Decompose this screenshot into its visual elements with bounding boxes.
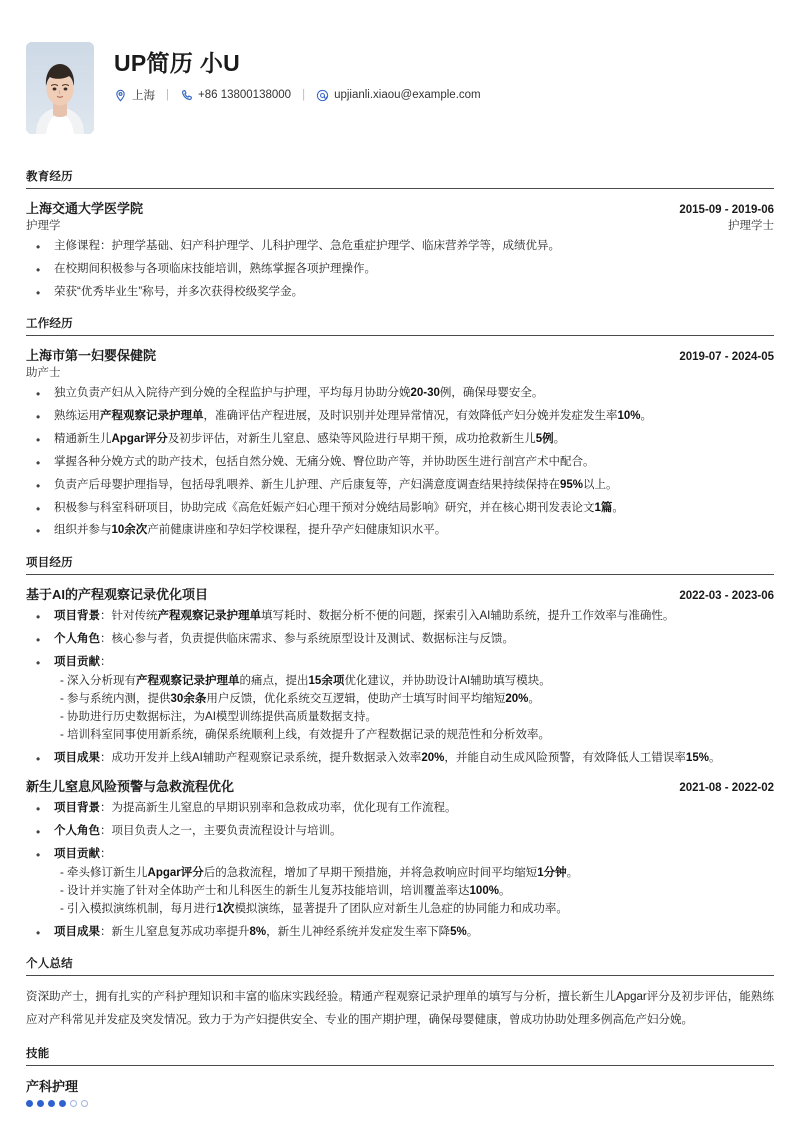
skill-level-dots — [26, 1100, 774, 1107]
contact-list — [114, 87, 481, 103]
skill-dot — [70, 1100, 77, 1107]
section-title-summary: 个人总结 — [26, 958, 73, 971]
list-item: • 掌握各种分娩方式的助产技术，包括自然分娩、无痛分娩、臀位助产等，并协助医生进行剖宫产术中配合。 — [26, 454, 774, 472]
work-entry — [26, 345, 774, 540]
location-pin-icon — [114, 89, 127, 102]
work-role: 助产士 — [26, 367, 61, 380]
avatar — [26, 42, 94, 134]
list-item: • 项目成果：新生儿窒息复苏成功率提升8%，新生儿神经系统并发症发生率下降5%。 — [26, 924, 774, 942]
list-item: • 项目背景：为提高新生儿窒息的早期识别率和急救成功率，优化现有工作流程。 — [26, 800, 774, 818]
project-name: 新生儿窒息风险预警与急救流程优化 — [26, 779, 235, 795]
list-item: • 项目贡献： - 深入分析现有产程观察记录护理单的痛点，提出15余项优化建议，并协助设计AI辅助填写模块。 - 参与系统内测，提供30余条用户反馈，优化系统交互逻辑，使助产士填写时间平均缩短20%。 - 协助进行历史数据标注，为AI模型训练提供高质量数据支持。 - 培训科室同事使用新系统，确保系统顺利上线，有效提升了产程数据记录的规范性和分析效率。 — [26, 654, 774, 745]
contact-location-text: 上海 — [132, 90, 155, 103]
list-item: • 项目背景：针对传统产程观察记录护理单填写耗时、数据分析不便的问题，探索引入AI辅助系统，提升工作效率与准确性。 — [26, 608, 774, 626]
list-item: • 熟练运用产程观察记录护理单，准确评估产程进展，及时识别并处理异常情况，有效降低产妇分娩并发症发生率10%。 — [26, 408, 774, 426]
contact-email-text: upjianli.xiaou@example.com — [334, 89, 481, 102]
contact-separator-1: | — [166, 89, 169, 102]
list-item: • 个人角色：项目负责人之一，主要负责流程设计与培训。 — [26, 823, 774, 841]
contact-email — [316, 89, 481, 102]
list-item: • 项目贡献： - 牵头修订新生儿Apgar评分后的急救流程，增加了早期干预措施，并将急救响应时间平均缩短1分钟。 - 设计并实施了针对全体助产士和儿科医生的新生儿复苏技能培训，培训覆盖率达100%。 - 引入模拟演练机制，每月进行1次模拟演练，显著提升了团队应对新生儿急症的协同能力和成功率。 — [26, 846, 774, 919]
education-major: 护理学 — [26, 220, 61, 232]
project-entry — [26, 776, 774, 941]
section-title-education: 教育经历 — [26, 171, 73, 183]
list-item: • 个人角色：核心参与者，负责提供临床需求、参与系统原型设计及测试、数据标注与反馈。 — [26, 631, 774, 649]
skill-dot — [59, 1100, 66, 1107]
portrait-photo-icon — [26, 42, 94, 134]
work-company: 上海市第一妇婴保健院 — [26, 348, 157, 364]
section-divider — [26, 335, 774, 336]
contact-location — [114, 87, 155, 103]
work-date: 2019-07 - 2024-05 — [679, 351, 774, 364]
contact-phone — [180, 89, 291, 102]
work-bullet-list — [26, 385, 774, 540]
contact-separator-2: | — [302, 89, 306, 102]
section-skills — [26, 1045, 774, 1107]
section-divider — [26, 1065, 774, 1066]
education-school: 上海交通大学医学院 — [26, 201, 144, 216]
skill-name: 产科护理 — [26, 1079, 79, 1095]
section-title-work: 工作经历 — [26, 318, 73, 331]
section-summary — [26, 955, 774, 1031]
skill-dot — [81, 1100, 88, 1107]
section-education — [26, 168, 774, 301]
list-item: • 负责产后母婴护理指导，包括母乳喂养、新生儿护理、产后康复等，产妇满意度调查结果持续保持在95%以上。 — [26, 477, 774, 495]
contact-phone-text: +86 13800138000 — [198, 89, 292, 102]
email-at-icon — [316, 89, 329, 102]
education-bullet-list — [26, 238, 774, 301]
header-text — [114, 42, 481, 103]
education-entry — [26, 198, 774, 301]
skill-dot — [48, 1100, 55, 1107]
project-item-list — [26, 800, 774, 941]
skill-dot — [26, 1100, 33, 1107]
project-date: 2022-03 - 2023-06 — [679, 590, 774, 603]
section-divider — [26, 975, 774, 976]
project-entry — [26, 584, 774, 767]
list-item: • 主修课程：护理学基础、妇产科护理学、儿科护理学、急危重症护理学、临床营养学等，成绩优异。 — [26, 238, 774, 256]
summary-text: 资深助产士，拥有扎实的产科护理知识和丰富的临床实践经验。精通产程观察记录护理单的填写与分析，擅长新生儿Apgar评分及初步评估，能熟练应对产科常见并发症及突发情况。致力于为产妇提供安全、专业的围产期护理，确保母婴健康，曾成功协助处理多例高危产妇分娩。 — [26, 991, 774, 1026]
resume-header — [26, 0, 774, 154]
list-item: • 荣获“优秀毕业生”称号，并多次获得校级奖学金。 — [26, 284, 774, 302]
section-divider — [26, 574, 774, 575]
skill-dot — [37, 1100, 44, 1107]
project-name: 基于AI的产程观察记录优化项目 — [26, 587, 209, 603]
list-item: • 项目成果：成功开发并上线AI辅助产程观察记录系统，提升数据录入效率20%，并能自动生成风险预警，有效降低人工错误率15%。 — [26, 750, 774, 768]
education-degree: 护理学士 — [728, 220, 774, 232]
list-item: • 精通新生儿Apgar评分及初步评估，对新生儿窒息、感染等风险进行早期干预，成功抢救新生儿5例。 — [26, 431, 774, 449]
section-divider — [26, 188, 774, 189]
section-title-projects: 项目经历 — [26, 557, 73, 570]
list-item: • 积极参与科室科研项目，协助完成《高危妊娠产妇心理干预对分娩结局影响》研究，并在核心期刊发表论文1篇。 — [26, 500, 774, 518]
list-item: • 组织并参与10余次产前健康讲座和孕妇学校课程，提升孕产妇健康知识水平。 — [26, 522, 774, 540]
project-item-list — [26, 608, 774, 767]
page-title: UP简历 小U — [114, 50, 241, 76]
skill-item — [26, 1076, 774, 1107]
list-item: • 在校期间积极参与各项临床技能培训，熟练掌握各项护理操作。 — [26, 261, 774, 279]
list-item: • 独立负责产妇从入院待产到分娩的全程监护与护理，平均每月协助分娩20-30例，确保母婴安全。 — [26, 385, 774, 403]
section-work-experience — [26, 315, 774, 540]
education-date: 2015-09 - 2019-06 — [679, 204, 774, 216]
phone-icon — [180, 89, 193, 102]
section-projects — [26, 554, 774, 941]
section-title-skills: 技能 — [26, 1048, 50, 1061]
project-date: 2021-08 - 2022-02 — [679, 782, 774, 795]
